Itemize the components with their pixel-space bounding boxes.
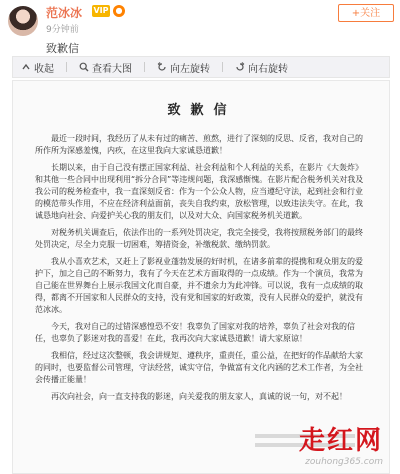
letter-body (35, 133, 367, 408)
rotate-left-icon (157, 62, 167, 72)
post-header (0, 0, 400, 56)
medal-icon[interactable]: ● (113, 5, 125, 17)
view-large-button[interactable] (79, 60, 132, 75)
rotate-right-button[interactable] (235, 60, 288, 75)
letter-image[interactable] (12, 80, 390, 474)
watermark (299, 420, 383, 467)
username[interactable]: 范冰冰 (46, 6, 83, 20)
follow-button[interactable]: +关注 (338, 4, 394, 22)
watermark-text: 走红网 (298, 426, 383, 456)
collapse-label: 收起 (34, 63, 54, 75)
letter-title: 致歉信 (167, 103, 237, 118)
letter-paragraph: 我从小喜欢艺术，又赶上了影视业蓬勃发展的好时机，在诸多前辈的提携和观众朋友的爱护下，加之自己的不断努力，我有了今天在艺术方面取得的一点成绩。作为一个演员，我常为自己能在世界舞台上展示我国文化而自豪，并不遗余力为此冲锋。可以说，我有一点成绩的取得，都离不开国家和人民群众的支持，没有党和国家的好政策，没有人民群众的爱护，就没有范冰冰。 (35, 257, 363, 314)
post-text: 致歉信 (46, 42, 79, 55)
magnifier-icon (79, 62, 89, 72)
toolbar-divider (222, 62, 223, 72)
watermark-url: zouhong365.com (305, 457, 383, 467)
letter-paragraph: 长期以来，由于自己没有摆正国家利益、社会利益和个人利益的关系，在影片《大轰炸》和其他一些合同中出现利用“拆分合同”等违规问题，我深感惭愧。在影片配合税务机关对我及我公司的税务检查中，我一直深刻反省：作为一个公众人物，应当遵纪守法，起到社会和行业的模范带头作用，不应在经济利益面前，丧失自我约束，放松管理，以致违法失守。在此，我诚恳地向社会、向爱护关心我的朋友们，以及对大众、向国家税务机关道歉。 (35, 163, 364, 220)
rotate-right-icon (235, 62, 245, 72)
rotate-left-button[interactable] (157, 60, 210, 75)
letter-paragraph: 对税务机关调查后，依法作出的一系列处罚决定，我完全接受，我将按照税务部门的最终处罚决定，尽全力克服一切困难，筹措资金，补缴税款、缴纳罚款。 (35, 228, 363, 249)
post-time[interactable]: 9分钟前 (46, 25, 79, 35)
toolbar-divider (144, 62, 145, 72)
vip-badge[interactable]: VIP (93, 6, 109, 15)
collapse-icon (21, 62, 31, 72)
letter-paragraph: 最近一段时间，我经历了从未有过的痛苦、煎熬，进行了深刻的反思、反省，我对自己的所作所为深感羞愧，内疚，在这里我向大家诚恳道歉！ (35, 134, 363, 155)
avatar[interactable] (8, 6, 38, 36)
rotate-right-label: 向右旋转 (248, 63, 288, 75)
letter-paragraph: 今天，我对自己的过错深感惶恐不安！我辜负了国家对我的培养，辜负了社会对我的信任，也辜负了影迷对我的喜爱！在此，我再次向大家诚恳道歉！请大家原谅！ (35, 322, 355, 343)
collapse-button[interactable] (21, 60, 54, 75)
letter-paragraph: 我相信，经过这次整顿，我会讲规矩、遵秩序，重责任，重公益，在把好的作品献给大家的同时，也要监督公司管理，守法经营，诚实守信，争做富有文化内涵的艺术工作者，为全社会传播正能量！ (35, 351, 363, 384)
toolbar-divider (66, 62, 67, 72)
rotate-left-label: 向左旋转 (170, 63, 210, 75)
image-toolbar (12, 56, 390, 78)
view-large-label: 查看大图 (92, 63, 132, 75)
letter-paragraph: 再次向社会，向一直支持我的影迷，向关爱我的朋友家人，真诚的说一句，对不起！ (51, 392, 347, 401)
